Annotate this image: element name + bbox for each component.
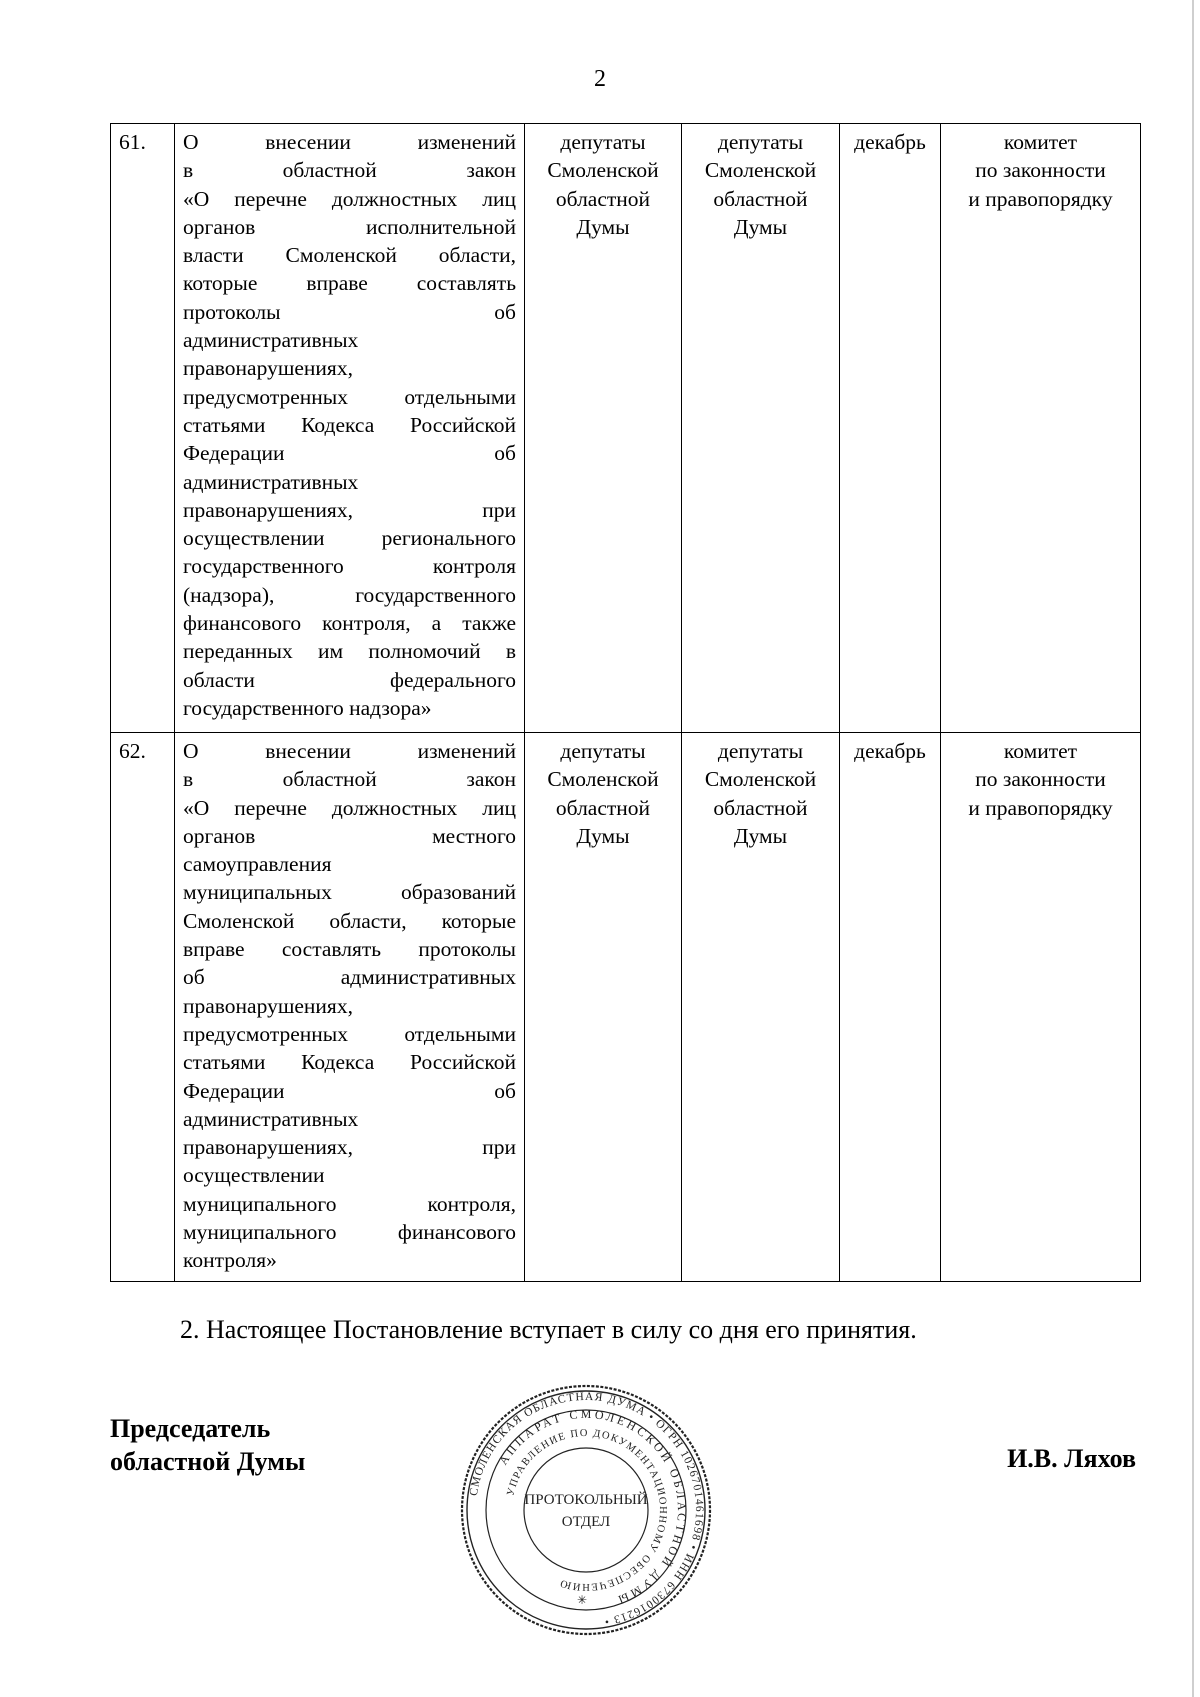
bill-title-line: Федерации об (183, 1078, 516, 1103)
bill-title-line: Федерации об (183, 441, 516, 466)
bill-title-line: Смоленской области, которые (183, 908, 516, 933)
bill-title-line: протоколы об (183, 299, 516, 324)
bill-title (175, 733, 525, 1282)
bill-title-line: О внесении изменений (183, 739, 516, 763)
bill-title-line: которые вправе составлять (183, 271, 516, 296)
developer-cell: депутаты Смоленской областной Думы (682, 733, 840, 1282)
bill-title-line: осуществлении регионального (183, 526, 516, 551)
responsible-line: по законности (975, 158, 1106, 183)
term-cell: декабрь (840, 733, 941, 1282)
initiator-cell: депутаты Смоленской областной Думы (525, 124, 682, 733)
bill-title-line: области федерального (183, 667, 516, 692)
bill-title-line: правонарушениях, (183, 993, 353, 1018)
bill-title (175, 124, 525, 733)
responsible-line: комитет (1003, 130, 1078, 154)
bill-title-line: осуществлении (183, 1163, 325, 1188)
responsible-line: по законности (975, 767, 1106, 792)
bill-title-line: в областной закон (183, 158, 516, 183)
developer-cell: депутаты Смоленской областной Думы (682, 124, 840, 733)
seal-center-line: ОТДЕЛ (561, 1514, 611, 1530)
bill-title-line: финансового контроля, а также (183, 611, 516, 636)
bill-title-line: в областной закон (183, 767, 516, 792)
responsible-line: и правопорядку (968, 795, 1113, 820)
bill-title-line: правонарушениях, при (183, 497, 516, 522)
table-row (111, 733, 1141, 1282)
scan-edge-line (1192, 0, 1194, 1697)
bill-title-line: самоуправления (183, 852, 332, 877)
seal-middle-text: АППАРАТ СМОЛЕНСКОЙ ОБЛАСТНОЙ ДУМЫ (495, 1406, 690, 1608)
bill-title-line: контроля» (183, 1248, 277, 1273)
responsible-line: и правопорядку (968, 186, 1113, 211)
seal-star-icon: ✳ (576, 1593, 588, 1607)
signer-position-line: областной Думы (110, 1447, 306, 1476)
term-cell: декабрь (840, 124, 941, 733)
row-number: 61. (111, 124, 175, 733)
seal-outer-text: СМОЛЕНСКАЯ ОБЛАСТНАЯ ДУМА • ОГРН 1026701461698 • ИНН 6730016213 • (467, 1390, 706, 1628)
bill-title-line: муниципального финансового (183, 1220, 516, 1245)
bill-title-line: муниципальных образований (183, 880, 516, 905)
table-row (111, 124, 1141, 733)
bill-title-line: административных (183, 328, 359, 353)
bill-title-line: «О перечне должностных лиц (183, 795, 516, 820)
bill-title-line: (надзора), государственного (183, 582, 516, 607)
responsible-committee-cell (941, 124, 1141, 733)
bill-title-line: об административных (183, 965, 516, 990)
page-number: 2 (594, 66, 606, 92)
official-seal-stamp (456, 1380, 716, 1640)
bill-title-line: правонарушениях, при (183, 1135, 516, 1160)
initiator-cell: депутаты Смоленской областной Думы (525, 733, 682, 1282)
seal-inner-text: УПРАВЛЕНИЕ ПО ДОКУМЕНТАЦИОННОМУ ОБЕСПЕЧЕНИЮ (505, 1427, 669, 1593)
row-number: 62. (111, 733, 175, 1282)
signer-name: И.В. Ляхов (1007, 1444, 1136, 1473)
bill-title-line: вправе составлять протоколы (183, 937, 516, 962)
legislative-plan-table (110, 123, 1141, 1282)
decision-paragraph: 2. Настоящее Постановление вступает в силу со дня его принятия. (180, 1315, 917, 1344)
responsible-committee-cell (941, 733, 1141, 1282)
seal-center-line: ПРОТОКОЛЬНЫЙ (524, 1492, 648, 1508)
bill-title-line: статьями Кодекса Российской (183, 412, 516, 437)
signer-position-line: Председатель (110, 1414, 271, 1443)
bill-title-line: «О перечне должностных лиц (183, 186, 516, 211)
bill-title-line: переданных им полномочий в (183, 639, 516, 664)
bill-title-line: административных (183, 1106, 359, 1131)
bill-title-line: статьями Кодекса Российской (183, 1050, 516, 1075)
bill-title-line: административных (183, 469, 359, 494)
bill-title-line: предусмотренных отдельными (183, 384, 516, 409)
bill-title-line: органов местного (183, 823, 516, 848)
responsible-line: комитет (1003, 739, 1078, 763)
bill-title-line: предусмотренных отдельными (183, 1021, 516, 1046)
bill-title-line: О внесении изменений (183, 130, 516, 154)
bill-title-line: государственного контроля (183, 554, 516, 579)
signer-position (110, 1412, 305, 1478)
bill-title-line: органов исполнительной (183, 214, 516, 239)
bill-title-line: муниципального контроля, (183, 1191, 516, 1216)
bill-title-line: власти Смоленской области, (183, 243, 516, 268)
bill-title-line: правонарушениях, (183, 356, 353, 381)
bill-title-line: государственного надзора» (183, 695, 432, 720)
